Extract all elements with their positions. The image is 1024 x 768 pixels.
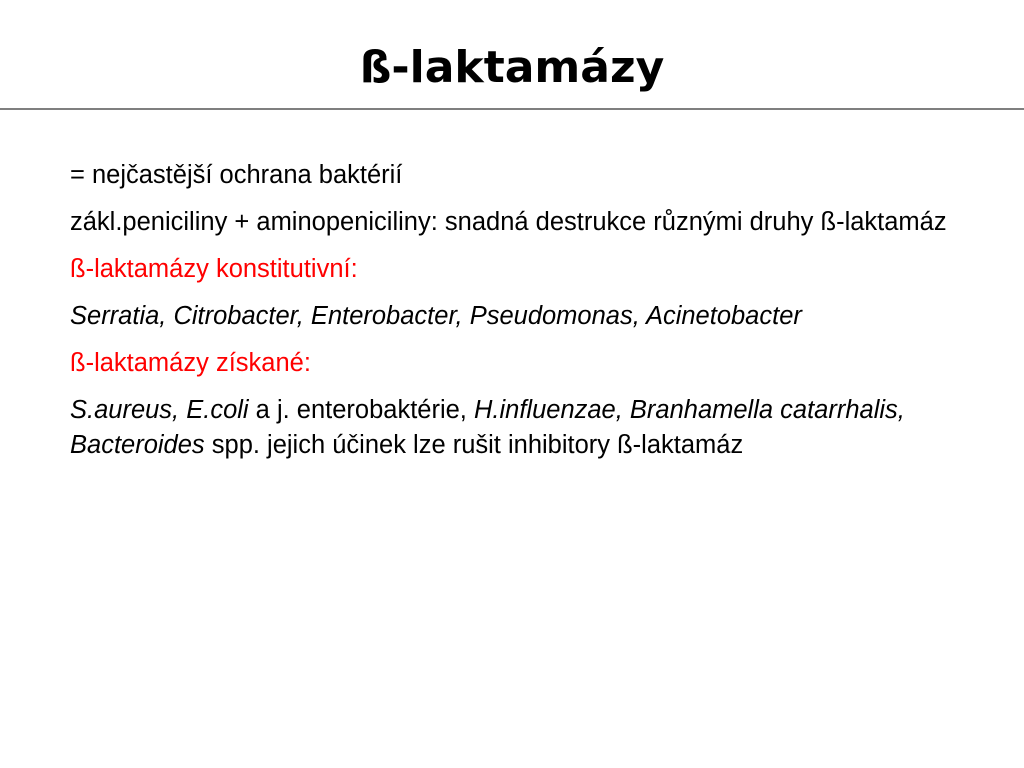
- acquired-text-2: spp. jejich účinek lze rušit inhibitory ß-laktamáz: [204, 431, 744, 459]
- constitutive-species: Serratia, Citrobacter, Enterobacter, Pseudomonas, Acinetobacter: [70, 302, 802, 330]
- slide-body: [70, 158, 1018, 475]
- title-divider: [0, 108, 1024, 110]
- definition-line: = nejčastější ochrana baktérií: [70, 161, 403, 189]
- constitutive-heading: ß-laktamázy konstitutivní:: [70, 255, 358, 283]
- acquired-heading: ß-laktamázy získané:: [70, 349, 311, 377]
- acquired-species-2: H.influenzae, Branhamella catarrhalis, Bacteroides: [70, 396, 905, 459]
- acquired-species-1: S.aureus, E.coli: [70, 396, 249, 424]
- slide-title: ß-laktamázy: [359, 42, 665, 93]
- penicillin-line: zákl.peniciliny + aminopeniciliny: snadná destrukce různými druhy ß-laktamáz: [70, 208, 947, 236]
- acquired-text-1: a j. enterobaktérie,: [248, 396, 474, 424]
- acquired-paragraph: [70, 393, 1018, 463]
